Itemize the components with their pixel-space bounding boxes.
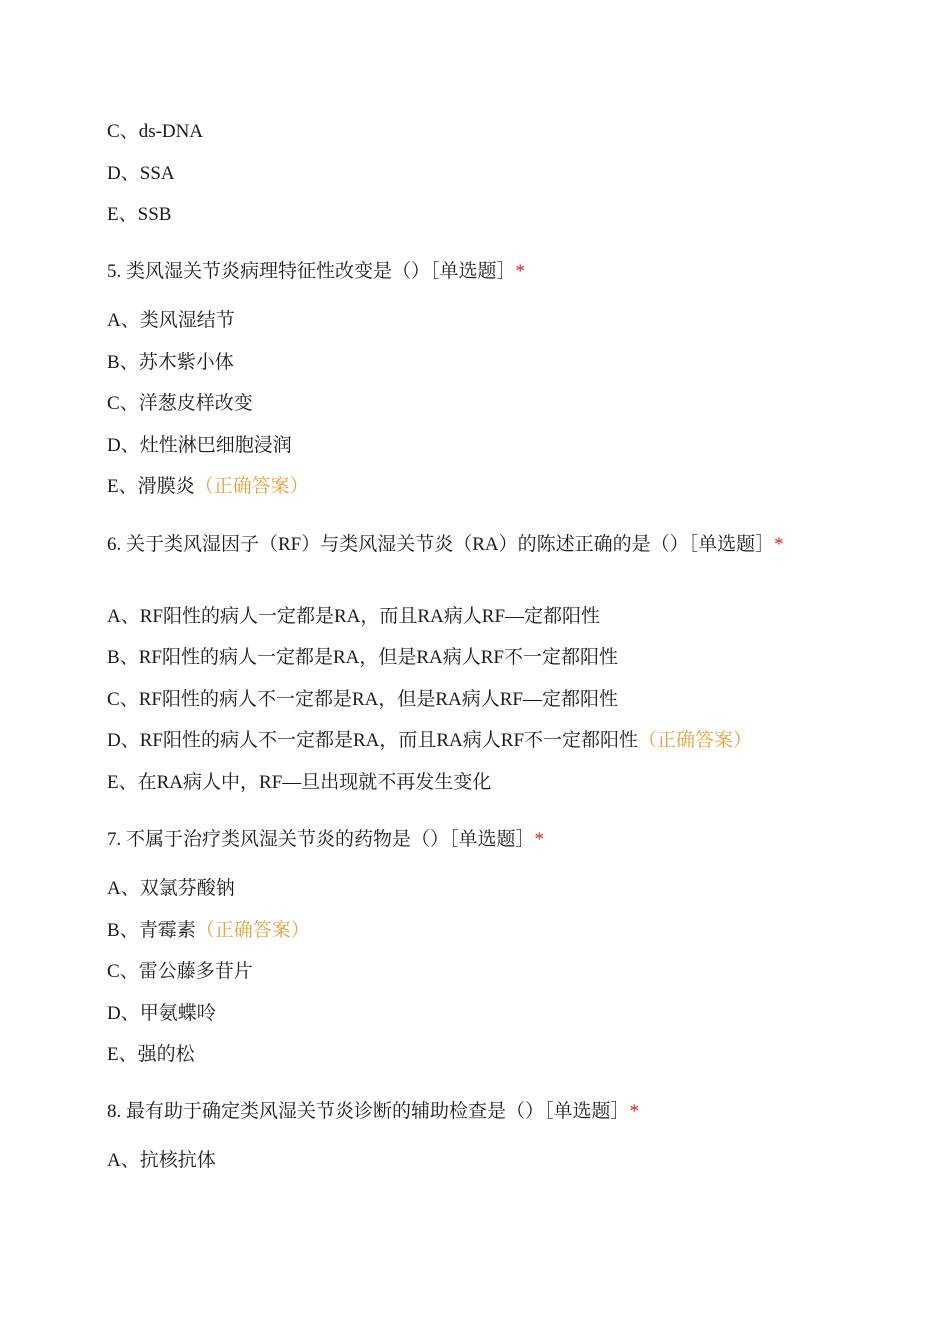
q4-option-c [107, 120, 850, 144]
option-key: D [107, 730, 121, 751]
option-key: C [107, 961, 120, 982]
option-key: A [107, 606, 121, 627]
separator: 、 [119, 393, 139, 414]
q5-option-d [107, 434, 850, 458]
separator: 、 [119, 352, 139, 373]
option-key: B [107, 647, 120, 668]
q7-option-e [107, 1043, 850, 1067]
option-key: D [107, 435, 121, 456]
separator: 、 [119, 647, 139, 668]
q7-option-d [107, 1002, 850, 1026]
option-key: B [107, 920, 120, 941]
option-text: 双氯芬酸钠 [139, 878, 235, 899]
required-mark: * [515, 261, 526, 282]
option-key: E [107, 1044, 119, 1065]
question-5-stem [107, 260, 850, 284]
question-text: 最有助于确定类风湿关节炎诊断的辅助检查是（）［单选题］ [126, 1101, 630, 1122]
option-key: E [107, 204, 119, 225]
option-text: 在RA病人中，RF—旦出现就不再发生变化 [137, 772, 492, 793]
correct-answer-tag: （正确答案） [195, 920, 310, 941]
option-text: RF阳性的病人不一定都是RA，但是RA病人RF—定都阳性 [138, 689, 618, 710]
question-6-stem [107, 533, 820, 557]
separator: 、 [120, 730, 140, 751]
q4-option-d [107, 162, 850, 186]
separator: 、 [120, 878, 140, 899]
option-text: RF阳性的病人一定都是RA，而且RA病人RF—定都阳性 [139, 606, 601, 627]
option-text: 青霉素 [138, 920, 196, 941]
separator: 、 [120, 435, 140, 456]
option-text: ds-DNA [138, 121, 204, 142]
option-key: C [107, 121, 120, 142]
option-text: SSA [139, 163, 175, 184]
option-text: 抗核抗体 [139, 1150, 216, 1171]
separator: 、 [119, 689, 139, 710]
question-8-stem [107, 1100, 850, 1124]
q7-option-a [107, 877, 850, 901]
option-key: A [107, 1150, 121, 1171]
separator: 、 [118, 1044, 138, 1065]
separator: 、 [119, 961, 139, 982]
required-mark: * [774, 534, 784, 555]
question-7-stem [107, 828, 850, 852]
q8-option-a [107, 1149, 850, 1173]
q7-option-c [107, 960, 850, 984]
option-text: 甲氨蝶呤 [139, 1003, 216, 1024]
q5-option-c [107, 392, 850, 416]
separator: 、 [118, 204, 138, 225]
option-key: D [107, 1003, 121, 1024]
option-key: E [107, 476, 119, 497]
option-key: A [107, 310, 121, 331]
option-text: 类风湿结节 [139, 310, 235, 331]
separator: 、 [120, 1003, 140, 1024]
question-number: 5. [107, 261, 122, 282]
separator: 、 [120, 310, 140, 331]
q5-option-e [107, 475, 850, 499]
separator: 、 [120, 606, 140, 627]
q6-option-c [107, 688, 850, 712]
q7-option-b [107, 919, 850, 943]
separator: 、 [118, 772, 138, 793]
option-key: D [107, 163, 121, 184]
q5-option-a [107, 309, 850, 333]
q4-option-e [107, 203, 850, 227]
option-text: 滑膜炎 [137, 476, 195, 497]
required-mark: * [534, 829, 545, 850]
question-number: 6. [107, 534, 122, 555]
q6-option-d [107, 729, 850, 753]
option-text: 洋葱皮样改变 [138, 393, 253, 414]
correct-answer-tag: （正确答案） [638, 730, 753, 751]
separator: 、 [119, 121, 139, 142]
q6-option-a [107, 605, 850, 629]
option-text: RF阳性的病人不一定都是RA，而且RA病人RF不一定都阳性 [139, 730, 639, 751]
question-text: 关于类风湿因子（RF）与类风湿关节炎（RA）的陈述正确的是（）［单选题］ [126, 534, 775, 555]
option-key: C [107, 393, 120, 414]
option-text: 灶性淋巴细胞浸润 [139, 435, 292, 456]
option-text: 强的松 [137, 1044, 195, 1065]
separator: 、 [119, 920, 139, 941]
option-text: 雷公藤多苷片 [138, 961, 253, 982]
separator: 、 [120, 163, 140, 184]
required-mark: * [629, 1101, 640, 1122]
correct-answer-tag: （正确答案） [194, 476, 309, 497]
option-text: RF阳性的病人一定都是RA，但是RA病人RF不一定都阳性 [138, 647, 618, 668]
q5-option-b [107, 351, 850, 375]
option-key: C [107, 689, 120, 710]
question-text: 类风湿关节炎病理特征性改变是（）［单选题］ [126, 261, 516, 282]
q6-option-b [107, 646, 850, 670]
separator: 、 [118, 476, 138, 497]
option-key: A [107, 878, 121, 899]
separator: 、 [120, 1150, 140, 1171]
option-text: SSB [137, 204, 172, 225]
option-key: B [107, 352, 120, 373]
option-key: E [107, 772, 119, 793]
question-number: 8. [107, 1101, 122, 1122]
option-text: 苏木紫小体 [138, 352, 234, 373]
q6-option-e [107, 771, 850, 795]
question-text: 不属于治疗类风湿关节炎的药物是（）［单选题］ [126, 829, 535, 850]
question-number: 7. [107, 829, 122, 850]
